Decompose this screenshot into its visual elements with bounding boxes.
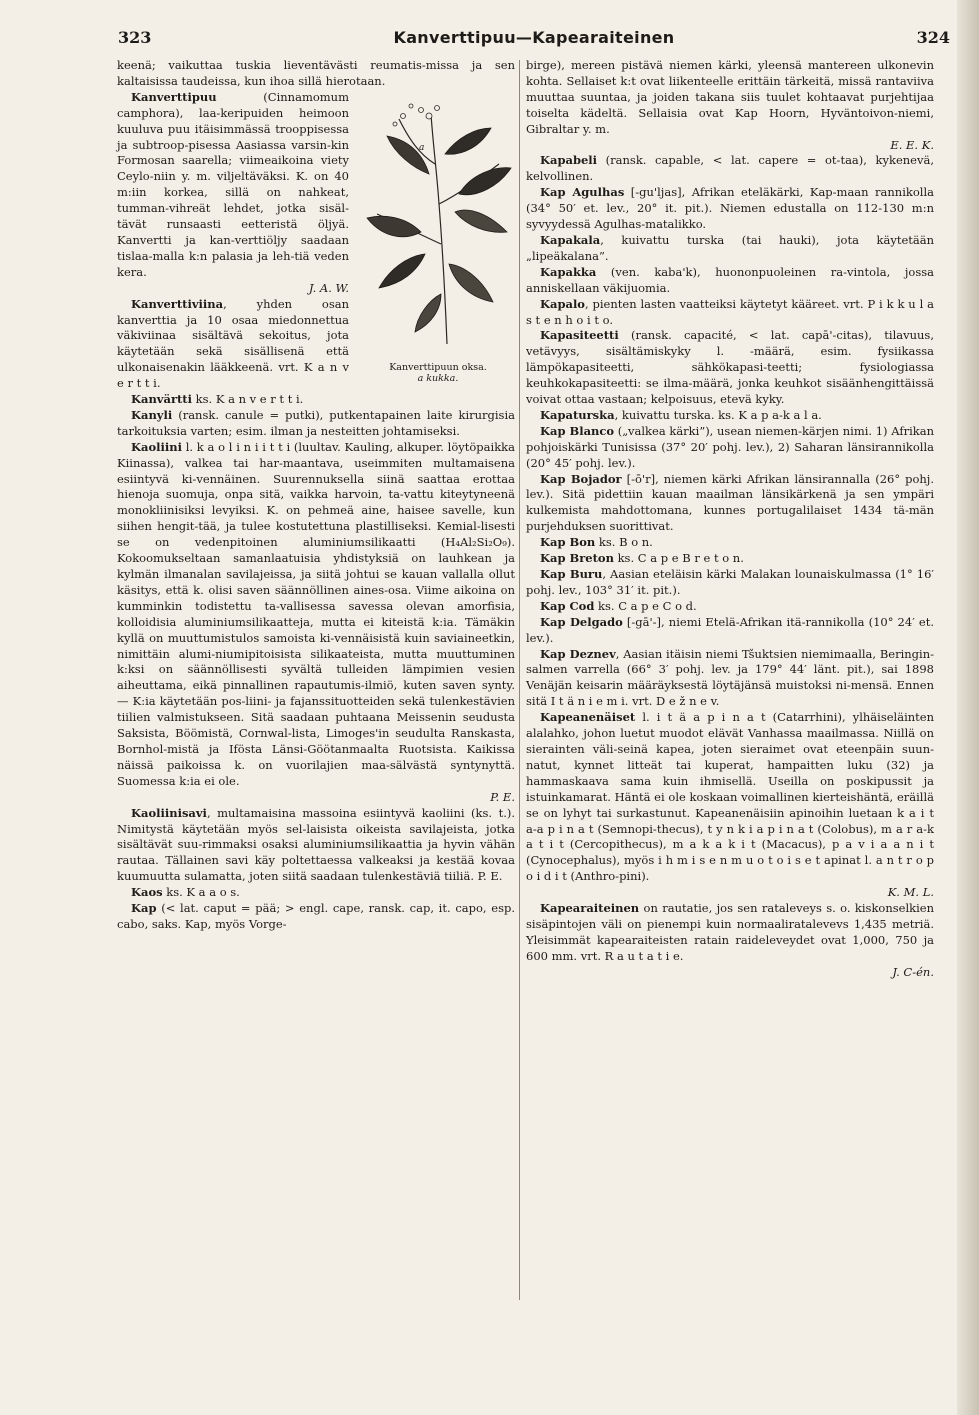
headword: Kapaturska (540, 407, 615, 422)
illustration (359, 94, 517, 384)
illustration-caption (359, 362, 517, 384)
entry-kaoliini: Kaoliini l. k a o l i n i i t t i (luultav. Kauling, alkuper. löytöpaikka Kiinassa), valkea tai har-maantava, useimmiten multamaisena esiintyvä ki-vennäinen. Suurennuksella siinä saattaa erottaa hienoja suomuja, onpa sitä, vaikka harvoin, ta-vattu kiteytyneenä monokliinisiksi levyiksi. K. on pehmeä aine, haisee savelle, kun siihen hengit-tää, ja tulee kostutettuna plastilliseksi. Kemial-lisesti se on vedenpitoinen aluminiumsilikaatti (H₄Al₂Si₂O₉). Kokoomukseltaan samanlaatuisia yhdistyksiä on lauhkean ja kylmän ilmanalan savilajeissa, ja siitä johtui se kauan vallalla ollut käsitys, että k. olisi saven säännöllinen aines-osa. Viime aikoina on kumminkin todistettu ta-vallisessa savessa olevan amorfisia, kolloidisia aluminiumsilikaatteja, mutta ei kiteistä k:ia. Tämäkin kyllä on muuttumistulos samoista ki-vennäisistä kuin saviaineetkin, nimittäin alumi-niumipitoisista silikaateista, mutta muuttuminen k:ksi on säännöllisesti syvältä tulleiden lämpimien vesien aiheuttama, eikä pinnallinen rapautumis-ilmiö, kuten saven synty. — K:ia käytetään pos-liini- ja fajanssituotteiden sekä tulenkestävien tiilien valmistukseen. Sitä saadaan puhtaana Meissenin seudusta Saksista, Böömistä, Cornwal-lista, Limoges'in seudulta Ranskasta, Bornhol-mistä ja Ifösta Länsi-Göötanmaalta Ruotsista. Kaikissa näissä paikoissa k. on vuorilajien maa-sälvästä syntynyttä. Suomessa k:ia ei ole. (117, 439, 515, 788)
entry-kanverttiviina: Kanverttiviina, yhden osan kanverttia ja 10 osaa miedonnettua väkiviinaa sisältävä sekoitus, jota käytetään sekä sisällisenä että ulkonaisenakin lääkkeenä. vrt. K a n v e r t t i. (117, 296, 349, 391)
headword: Kanverttiviina (131, 296, 224, 311)
signature: E. E. K. (890, 137, 934, 152)
headword: Kap Bon (540, 535, 596, 550)
entry-kap-buru: Kap Buru, Aasian eteläisin kärki Malakan lounaiskulmassa (1° 16′ pohj. lev., 103° 31′ it. pit.). (526, 567, 934, 597)
caption-line-2: a kukka. (417, 372, 459, 384)
entry-continuation: birge), mereen pistävä niemen kärki, yleensä mantereen ulkonevin kohta. Sellaiset k:t ovat liikenteelle erittäin tärkeitä, missä rantaviiva muuttaa suuntaa, ja joiden takana siis tuulet kohtaavat purjehtijaa toiselta kädeltä. Sellaisia ovat Kap Hoorn, Hyväntoivon-niemi, Gibraltar y. m. (526, 58, 934, 136)
caption-line-1: Kanverttipuun oksa. (389, 361, 487, 373)
entry-kap-blanco: Kap Blanco („valkea kärki”), usean niemen-kärjen nimi. 1) Afrikan pohjoiskärki Tunisissa (37° 20′ pohj. lev.), 2) Saharan länsirannikolla (20° 45′ pohj. lev.). (526, 423, 934, 470)
headword: Kapakka (540, 264, 597, 279)
signature: K. M. L. (887, 885, 934, 900)
entry-kaoliinisavi: Kaoliinisavi, multamaisina massoina esiintyvä kaoliini (ks. t.). Nimitystä käytetään myös sel-laisista oikeista savilajeista, jotka sisältävät suu-rimmaksi osaksi aluminiumsilikaattia ja hyvin vähän rautaa. Tällainen savi käy poltettaessa valkeaksi ja kestää kovaa kuumuutta sulamatta, joten siitä saadaan tulenkestäviä tiiliä. P. E. (117, 805, 515, 884)
signature: J. A. W. (308, 280, 349, 295)
entry-kapasiteetti: Kapasiteetti (ransk. capacité, < lat. capā'-citas), tilavuus, vetävyys, sisältämiskyky l. -määrä, esim. fysiikassa lämpökapasiteetti, sähkökapasi-teetti; fysiologiassa keuhkokapasiteetti: se ilma-määrä, jonka keuhkot sisäänhengittäissä voivat ottaa vastaan; kelpoisuus, etevä kyky. (526, 328, 934, 407)
headword: Kaos (131, 885, 163, 900)
headword: Kaoliinisavi (131, 805, 207, 820)
headword: Kapasiteetti (540, 328, 619, 343)
page-header (118, 28, 950, 54)
column-divider (519, 60, 520, 1300)
headword: Kanyli (131, 407, 173, 422)
headword: Kap Cod (540, 598, 595, 613)
headword: Kap Buru (540, 567, 603, 581)
entry-kap-bon: Kap Bon ks. B o n. (540, 535, 653, 550)
entry-kap-delgado: Kap Delgado [-gā'-], niemi Etelä-Afrikan itä-rannikolla (10° 24′ et. lev.). (526, 614, 934, 645)
entry-kap-deznev: Kap Deznev, Aasian itäisin niemi Tšuktsien niemimaalla, Beringin-salmen varrella (66° 3′ pohj. lev. ja 179° 44′ länt. pit.), sai 1898 Venäjän keisarin määräyksestä löytäjänsä muistoksi ni-mensä. Ennen sitä I t ä n i e m i. vrt. D e ž n e v. (526, 646, 935, 709)
entry-continuation: keenä; vaikuttaa tuskia lieventävästi reumatis-missa ja sen kaltaisissa taudeissa, kun ihoa sillä hierotaan. (117, 58, 515, 88)
entry-kapabeli: Kapabeli (ransk. capable, < lat. capere = ot-taa), kykenevä, kelvollinen. (526, 153, 934, 184)
right-column (526, 58, 934, 1218)
headword: Kaoliini (131, 439, 182, 454)
entry-kapaturska: Kapaturska, kuivattu turska. ks. K a p a-k a l a. (540, 407, 822, 422)
signature: P. E. (490, 789, 515, 804)
entry-kap-cod: Kap Cod ks. C a p e C o d. (540, 598, 697, 613)
cinnamomum-branch-drawing (359, 94, 517, 356)
entry-kapakka: Kapakka (ven. kaba'k), huononpuoleinen ra-vintola, jossa anniskellaan väkijuomia. (526, 264, 934, 295)
entry-kap-agulhas: Kap Agulhas [-gu'ljas], Afrikan eteläkärki, Kap-maan rannikolla (34° 50′ et. lev., 20° it. pit.). Niemen edustalla on 112-130 m:n syvyydessä Agulhas-matalikko. (526, 185, 934, 232)
entry-kap: Kap (< lat. caput = pää; > engl. cape, ransk. cap, it. capo, esp. cabo, saks. Kap, myös Vorge- (117, 901, 515, 931)
headword: Kapakala (540, 232, 601, 247)
entry-kaos: Kaos ks. K a a o s. (131, 885, 240, 900)
entry-kap-bojador: Kap Bojador [-ō'r], niemen kärki Afrikan länsirannalla (26° pohj. lev.). Sitä pidettiin kauan maailman länsikärkenä ja sen ympäri kulkemista mahdottomana, kunnes portugalilaiset 1434 tä-män purjehduksen suorittivat. (526, 471, 935, 534)
headword: Kapalo (540, 296, 585, 311)
running-title: Kanverttipuu—Kapearaiteinen (393, 28, 675, 47)
headword: Kap Breton (540, 551, 614, 566)
headword: Kanverttipuu (131, 89, 217, 104)
page-edge-shadow (957, 0, 979, 1415)
entry-kanyli: Kanyli (ransk. canule = putki), putkentapainen laite kirurgisia tarkoituksia varten; esim. ilman ja nesteitten johtamiseksi. (117, 407, 515, 438)
headword: Kapeanenäiset (540, 710, 636, 725)
entry-kanverttipuu: Kanverttipuu (Cinnamomum camphora), laa-keripuiden heimoon kuuluva puu itäisimmässä trooppisessa ja subtroop-pisessa Aasiassa varsin-kin Formosan saarella; viimeaikoina viety Ceylo-niin y. m. viljeltäväksi. K. on 40 m:iin korkea, sillä on nahkeat, tumman-vihreät lehdet, jotka sisäl-tävät runsaasti eetteristä öljyä. Kanvertti ja kan-verttiöljy saadaan tislaa-malla k:n palasia ja leh-tiä veden kera. (117, 89, 349, 279)
page-number-right: 324 (916, 28, 950, 47)
signature: J. C-én. (892, 964, 934, 979)
entry-kapearaiteinen: Kapearaiteinen on rautatie, jos sen rataleveys s. o. kiskonselkien sisäpintojen väli on pienempi kuin normaaliratalevevs 1,435 metriä. Yleisimmät kapearaiteisten ratain raideleveydet ovat 1,000, 750 ja 600 mm. vrt. R a u t a t i e. (526, 901, 934, 963)
headword: Kap Blanco (540, 423, 615, 438)
headword: Kap Delgado (540, 614, 623, 629)
headword: Kap Bojador (540, 471, 622, 486)
headword: Kap Deznev (540, 646, 616, 661)
entry-kapalo: Kapalo, pienten lasten vaatteiksi käytetyt kääreet. vrt. P i k k u l a s t e n h o i t o. (526, 296, 934, 327)
headword: Kap Agulhas (540, 185, 625, 200)
entry-kapeanenaiset: Kapeanenäiset l. i t ä a p i n a t (Catarrhini), ylhäiseläinten alalahko, johon luetut muodot elävät Vanhassa maailmassa. Niillä on sierainten väli-seinä kapea, joten sieraimet ovat eteenpäin suun-natut, kynnet litteät tai kuperat, hampaitten luku (32) ja hammaskaava sama kuin ihmisellä. Useilla on poskipussit ja istuinkamarat. Häntä ei ole koskaan voimallinen kierteishäntä, eräillä se on lyhyt tai surkastunut. Kapeanenäisiin apinoihin luetaan k a i t a-a p i n a t (Semnopi-thecus), t y n k i a p i n a t (Colobus), m a r a-k a t i t (Cercopithecus), m a k a k i t (Macacus), p a v i a a n i t (Cynocephalus), myös i h m i s e n m u o t o i s e t apinat l. a n t r o p o i d i t (Anthro-pini). (526, 710, 934, 884)
headword: Kanvärtti (131, 392, 192, 407)
left-column (117, 58, 515, 1378)
headword: Kapabeli (540, 153, 598, 168)
headword: Kapearaiteinen (540, 901, 640, 916)
headword: Kap (131, 901, 157, 916)
page-number-left: 323 (118, 28, 152, 47)
entry-kanvartti: Kanvärtti ks. K a n v e r t t i. (131, 392, 304, 407)
entry-kap-breton: Kap Breton ks. C a p e B r e t o n. (540, 551, 744, 566)
illustration-letter-a: a (419, 142, 425, 153)
entry-kapakala: Kapakala, kuivattu turska (tai hauki), jota käytetään „lipeäkalana”. (526, 232, 934, 263)
